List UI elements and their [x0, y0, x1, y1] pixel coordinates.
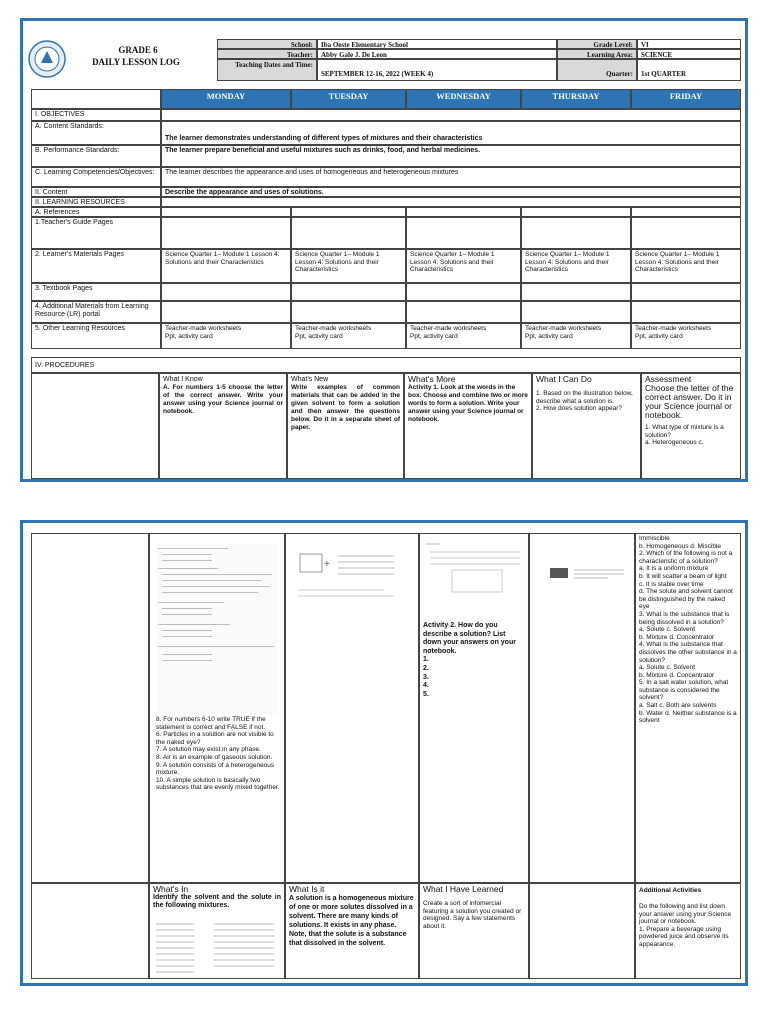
p2-wednesday-bottom: [419, 883, 529, 979]
fr-line-8: a. Solute c. Solvent: [639, 626, 696, 634]
day-friday: FRIDAY: [631, 89, 741, 109]
p2-tuesday-top: [285, 533, 419, 883]
fr-line-9: b. Mixture d. Concentrator: [639, 633, 715, 641]
fr-line-1: b. Homogeneous d. Miscible: [639, 542, 722, 550]
or-worksheets: Teacher-made worksheets: [525, 325, 602, 332]
additional-materials-label: 4. Additional Materials from Learning Resource (LR) portal: [31, 301, 161, 323]
procedures-label: IV. PROCEDURES: [31, 357, 741, 373]
proc-friday-body2: 1. What type of mixture is a solution?: [645, 424, 724, 439]
proc-thursday-body1: 1. Based on the illustration below, describe what a solution is.: [536, 390, 633, 405]
fr-line-4: b. It will scatter a beam of light: [639, 572, 727, 580]
tb-cell-3: [406, 283, 521, 301]
p2-friday-bottom: [635, 883, 741, 979]
day-tuesday: TUESDAY: [291, 89, 406, 109]
proc-wednesday: [404, 373, 532, 479]
learned-title: What I Have Learned: [423, 884, 504, 894]
p2-tuesday-bottom: [285, 883, 419, 979]
school-value: Iba Oeste Elementary School: [317, 39, 557, 49]
p2-monday-top: [149, 533, 285, 883]
additional-body2: 1. Prepare a beverage using powdered juice and observe its appearance.: [639, 925, 729, 948]
am-cell-1: [161, 301, 291, 323]
proc-friday-body1: Choose the letter of the correct answer. Do it in your Science journal or notebook.: [645, 383, 734, 420]
fr-line-6: d. The solute and solvent cannot be distinguished by the naked eye: [639, 588, 733, 611]
proc-thursday: [532, 373, 641, 479]
lm-cell-2: Science Quarter 1– Module 1 Lesson 4: Solutions and their Characteristics: [291, 249, 406, 283]
grade-value: VI: [637, 39, 741, 49]
fr-line-3: a. It is a uniform mixture: [639, 565, 709, 573]
word-box-image: [424, 540, 524, 600]
lesson-log-page-2: [20, 520, 748, 986]
teachers-guide-label: 1.Teacher's Guide Pages: [31, 217, 161, 249]
svg-text:+: +: [324, 559, 330, 570]
tf-line-1: 6. Particles in a solution are not visible to the naked eye?: [156, 731, 274, 746]
or-ppt: Ppt, activity card: [635, 332, 683, 340]
proc-wednesday-title: What's More: [408, 374, 456, 384]
textbook-label: 3. Textbook Pages: [31, 283, 161, 301]
whats-in-title: What's In: [153, 884, 189, 894]
tb-cell-1: [161, 283, 291, 301]
or-worksheets: Teacher-made worksheets: [165, 325, 242, 332]
learning-resources-value: [161, 197, 741, 207]
dates-label: Teaching Dates and Time:: [217, 59, 317, 81]
tb-cell-4: [521, 283, 631, 301]
proc-tuesday-body: Write examples of common materials that can be added in the given solvent to form a solution and then answer the questions below. Do it in a separate sheet of paper.: [291, 384, 400, 431]
performance-standards-value: The learner prepare beneficial and useful mixtures such as drinks, food, and herbal medicines.: [161, 145, 741, 167]
learning-competencies-value: The learner describes the appearance and uses of homogeneous and heterogeneous mixtures: [161, 167, 741, 187]
content-standards-label: A. Content Standards:: [31, 121, 161, 145]
wednesday-activity2: [423, 622, 525, 699]
deped-seal-icon: [27, 39, 67, 79]
juice-illustration-image: [548, 564, 628, 584]
p2-thursday-top: [529, 533, 635, 883]
p2-thursday-bottom: [529, 883, 635, 979]
tg-cell-3: [406, 217, 521, 249]
other-resources-label: 5. Other Learning Resources: [31, 323, 161, 349]
fr-line-15: b. Water d. Neither substance is a solvent: [639, 709, 737, 725]
log-title: DAILY LESSON LOG: [92, 57, 180, 67]
proc-tuesday-title: What's New: [291, 376, 329, 383]
or-cell-5: [631, 323, 741, 349]
fr-line-7: 3. What is the substance that is being dissolved in a solution?: [639, 610, 730, 626]
am-cell-2: [291, 301, 406, 323]
learned-body: Create a sort of infomercial featuring a solution you created or designed. Say a few statements about it.: [423, 900, 522, 930]
p2-monday-bottom: [149, 883, 285, 979]
content-value: Describe the appearance and uses of solutions.: [161, 187, 741, 197]
or-ppt: Ppt, activity card: [295, 332, 343, 340]
solvent-diagram-image: [294, 544, 414, 604]
learning-competencies-label: C. Learning Competencies/Objectives:: [31, 167, 161, 187]
proc-friday-body3: a. Heterogeneous c.: [645, 439, 704, 447]
whats-in-body: Identify the solvent and the solute in the following mixtures.: [153, 894, 281, 909]
teacher-label: Teacher:: [217, 49, 317, 59]
proc-thursday-title: What I Can Do: [536, 374, 592, 384]
lm-cell-4: Science Quarter 1– Module 1 Lesson 4: Solutions and their Characteristics: [521, 249, 631, 283]
or-cell-2: [291, 323, 406, 349]
ref-cell-4: [521, 207, 631, 217]
learning-resources-label: II. LEARNING RESOURCES: [31, 197, 161, 207]
or-worksheets: Teacher-made worksheets: [635, 325, 712, 332]
lm-cell-5: Science Quarter 1– Module 1 Lesson 4: Solutions and their Characteristics: [631, 249, 741, 283]
lesson-log-page-1: [20, 18, 748, 482]
or-cell-1: [161, 323, 291, 349]
proc-tuesday: [287, 373, 404, 479]
day-monday: MONDAY: [161, 89, 291, 109]
lm-cell-3: Science Quarter 1– Module 1 Lesson 4: Solutions and their Characteristics: [406, 249, 521, 283]
proc-monday-body: A. For numbers 1-5 choose the letter of the correct answer. Write your answer using your Science journal or notebook.: [163, 384, 283, 415]
fr-line-10: 4. What is the substance that dissolves the other substance in a solution?: [639, 641, 737, 664]
additional-body: Do the following and list down your answer using your Science journal or notebook.: [639, 903, 732, 926]
or-cell-4: [521, 323, 631, 349]
p2-friday-top: [635, 533, 741, 883]
ref-cell-2: [291, 207, 406, 217]
additional-title: Additional Activities: [639, 887, 702, 894]
grade-label: Grade Level:: [557, 39, 637, 49]
p2-wednesday-top: [419, 533, 529, 883]
act2-line-2: 2.: [423, 664, 429, 672]
quarter-label: Quarter:: [557, 59, 637, 81]
or-ppt: Ppt, activity card: [525, 332, 573, 340]
fr-line-14: a. Salt c. Both are solvents: [639, 702, 717, 710]
fr-line-0: Immiscible: [639, 535, 670, 542]
performance-standards-label: B. Performance Standards:: [31, 145, 161, 167]
area-value: SCIENCE: [637, 49, 741, 59]
quiz-scan-image: [156, 544, 278, 714]
tg-cell-1: [161, 217, 291, 249]
what-is-it-body: A solution is a homogeneous mixture of one or more solutes dissolved in a solvent. There are many kinds of solutions. It exists in any phase. Note, that the solute is a substance that dissolved in the solvent.: [289, 895, 414, 947]
fr-line-11: a. Solute c. Solvent: [639, 664, 696, 672]
day-thursday: THURSDAY: [521, 89, 631, 109]
act2-line-0: Activity 2. How do you describe a solution? List down your answers on your notebook.: [423, 622, 516, 655]
ref-cell-5: [631, 207, 741, 217]
am-cell-4: [521, 301, 631, 323]
tg-cell-5: [631, 217, 741, 249]
content-standards-value: The learner demonstrates understanding of different types of mixtures and their characteristics: [161, 121, 741, 145]
school-label: School:: [217, 39, 317, 49]
ref-cell-1: [161, 207, 291, 217]
proc-wednesday-body: Activity 1. Look at the words in the box. Choose and combine two or more words to form a solution. Write your answer using your Science journal or notebook.: [408, 384, 528, 423]
proc-monday: [159, 373, 287, 479]
tf-line-3: 8. Air is an example of gaseous solution.: [156, 753, 273, 761]
fr-line-2: 2. Which of the following is not a characteristic of a solution?: [639, 550, 733, 565]
tg-cell-4: [521, 217, 631, 249]
or-ppt: Ppt, activity card: [410, 332, 458, 340]
proc-friday: [641, 373, 741, 479]
mixture-list-image: [154, 920, 278, 976]
tb-cell-5: [631, 283, 741, 301]
or-cell-3: [406, 323, 521, 349]
p2-blank-col-bottom: [31, 883, 149, 979]
act2-line-4: 4.: [423, 682, 429, 690]
blank-corner: [31, 89, 161, 109]
or-worksheets: Teacher-made worksheets: [295, 325, 372, 332]
objectives-value: [161, 109, 741, 121]
am-cell-5: [631, 301, 741, 323]
lm-cell-1: Science Quarter 1– Module 1 Lesson 4: Solutions and their Characteristics: [161, 249, 291, 283]
teacher-value: Abby Gale J. De Leon: [317, 49, 557, 59]
fr-line-12: b. Mixture d. Concentrator: [639, 671, 715, 679]
tb-cell-2: [291, 283, 406, 301]
references-label: A. References: [31, 207, 161, 217]
dates-value: SEPTEMBER 12-16, 2022 (WEEK 4): [317, 59, 557, 81]
or-worksheets: Teacher-made worksheets: [410, 325, 487, 332]
tf-line-4: 9. A solution consists of a heterogeneous mixture.: [156, 761, 275, 777]
or-ppt: Ppt, activity card: [165, 332, 213, 340]
tg-cell-2: [291, 217, 406, 249]
tf-line-5: 10. A simple solution is basically two substances that are evenly mixed together.: [156, 776, 280, 792]
quarter-value: 1st QUARTER: [637, 59, 741, 81]
act2-line-1: 1.: [423, 656, 429, 664]
am-cell-3: [406, 301, 521, 323]
tf-line-2: 7. A solution may exist in any phase.: [156, 746, 261, 754]
ref-cell-3: [406, 207, 521, 217]
act2-line-5: 5.: [423, 690, 429, 698]
monday-tf-list: [156, 716, 280, 792]
p2-blank-col: [31, 533, 149, 883]
day-wednesday: WEDNESDAY: [406, 89, 521, 109]
proc-friday-title: Assessment: [645, 374, 692, 384]
act2-line-3: 3.: [423, 673, 429, 681]
objectives-label: I. OBJECTIVES: [31, 109, 161, 121]
fr-line-13: 5. In a salt water solution, what substance is considered the solvent?: [639, 679, 729, 702]
tf-line-0: 8. For numbers 6-10 write TRUE if the statement is correct and FALSE if not.: [156, 716, 266, 731]
grade-title: GRADE 6: [118, 45, 158, 55]
learners-materials-label: 2. Learner's Materials Pages: [31, 249, 161, 283]
what-is-it-title: What Is it: [289, 884, 325, 894]
fr-line-5: c. It is stable over time: [639, 580, 704, 588]
proc-thursday-body2: 2. How does solution appear?: [536, 405, 623, 413]
proc-monday-title: What I Know: [163, 376, 203, 383]
procedures-blank: [31, 373, 159, 479]
content-label: II. Content: [31, 187, 161, 197]
area-label: Learning Area:: [557, 49, 637, 59]
